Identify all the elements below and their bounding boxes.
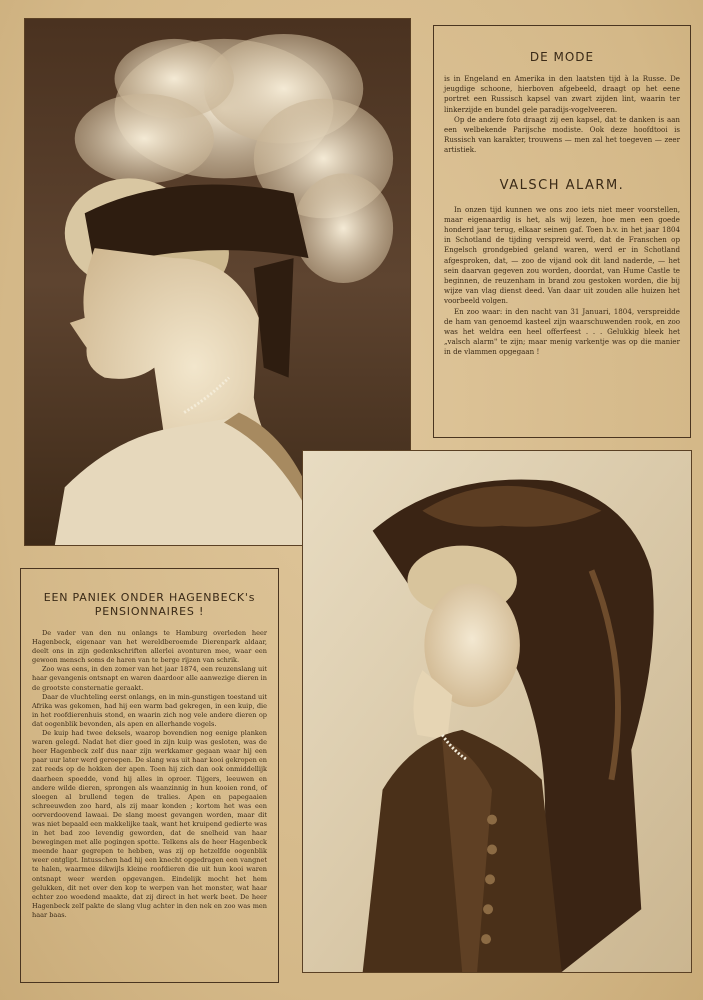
paniek-heading-line-1: EEN PANIEK ONDER HAGENBECK's: [43, 591, 256, 604]
alarm-paragraph-2: En zoo waar: in den nacht van 31 Januari, 1804, verspreidde de ham van genoemd kasteel zijn waarschuwenden rook, en zoo was het weldra een heel offerfeest . . . Gelukkig bleek het „valsch alarm" te zijn; maar menig varkentje was op die manier in de vlammen opgegaan !: [444, 306, 680, 357]
paniek-heading: [32, 591, 267, 619]
paniek-paragraph-2: Zoo was eens, in den zomer van het jaar 1874, een reuzenslang uit haar gevangenis ontsnapt en waren daardoor alle aanwezige dieren in de grootste consternatie geraakt.: [32, 665, 267, 692]
paniek-heading-line-2: PENSIONNAIRES !: [94, 605, 205, 618]
alarm-paragraph-1: In onzen tijd kunnen we ons zoo iets niet meer voorstellen, maar eigenaardig is het, als wij lezen, hoe men een goede honderd jaar terug, elkaar seinen gaf. Toen b.v. in het jaar 1804 in Schotland de tijding verspreid werd, dat de Franschen op Engelsch grondgebied geland waren, werd er in Schotland afgesproken, dat, — zoo de vijand ook dit land naderde, — het sein daarvan gegeven zou worden, doordat, van Hume Castle te beginnen, de reuzenham in brand zou gestoken worden, die bij wijze van vlag dienst deed. Van daar uit zouden alle huizen het voorbeeld volgen.: [444, 204, 680, 306]
alarm-heading: VALSCH ALARM.: [499, 177, 625, 193]
mode-paragraph-2: Op de andere foto draagt zij een kapsel, dat te danken is aan een welbekende Parijsche modiste. Ook deze hoofdtooi is Russisch van karakter, trouwens — men zal het toegeven — zeer artistiek.: [444, 114, 680, 155]
portrait-photo-hat: [302, 450, 692, 973]
mode-paragraph-1: [444, 74, 680, 115]
mode-alarm-textbox: [433, 25, 691, 438]
mode-paragraph-1-text: is in Engeland en Amerika in den laatsten tijd à la Russe. De jeugdige schoone, hierboven afgebeeld, draagt op het eene portret een Russisch kapsel van zwart zijden lint, waarin ter linkerzijde en bundel gele paradijs-vogelveeren.: [444, 74, 680, 114]
paniek-paragraph-3: Daar de vluchteling eerst onlangs, en in min-gunstigen toestand uit Afrika was gekomen, had hij een warm bad gekregen, in een kuip, die in het roofdierenhuis stond, en waarin zich nog vele andere dieren op dat oogenblik bevonden, als apen en allerhande vogels.: [32, 692, 267, 728]
paniek-paragraph-4: De kuip had twee deksels, waarop bovendien nog eenige planken waren gelegd. Nadat het dier goed in zijn kuip was gesloten, was de heer Hagenbeck zelf dus naar zijn werkkamer gegaan waar hij een paar uur later werd geroepen. De slang was uit haar kooi gekropen en zat reeds op de hokken der apen. Toen hij zich dan ook onmiddellijk daarheen spoedde, vond hij alles in oproer. Tijgers, leeuwen en andere wilde dieren, sprongen als waanzinnig in hun kooien rond, of sloegen al brullend tegen de tralies. Apen en papegaaien schreeuwden zoo hard, als zij maar konden ; kortom het was een oorverdoovend lawaai. De slang moest gevangen worden, maar dit was niet bepaald een makkelijke taak, want het kruipend gedierte was in het bad zoo levendig geworden, dat de snelheid van haar bewegingen met alle pogingen spotte. Telkens als de heer Hagenbeck meende haar gegrepen te hebben, was zij op hetzelfde oogenblik weer ontglipt. Intusschen had hij een knecht opgedragen een vangnet te halen, waarmee dikwijls kleine roofdieren die uit hun kooi waren ontsnapt weer werden opgevangen. Eindelijk mocht het hem gelukken, dit net over den kop te werpen van het monster, wat haar echter zoo woedend maakte, dat zij direct in het werk beet. De heer Hagenbeck zelf pakte de slang vlug achter in den nek en zoo was men haar baas.: [32, 729, 267, 919]
paniek-paragraph-1: De vader van den nu onlangs te Hamburg overleden heer Hagenbeck, eigenaar van het wereldberoemde Dierenpark aldaar, deelt ons in zijn gedenkschriften allerlei avonturen mee, waar een gewoon mensch soms de haren van te berge rijzen van schrik.: [32, 629, 267, 665]
portrait-hat-image: [303, 451, 691, 972]
mode-heading: DE MODE: [529, 50, 595, 64]
paniek-textbox: [20, 568, 279, 983]
